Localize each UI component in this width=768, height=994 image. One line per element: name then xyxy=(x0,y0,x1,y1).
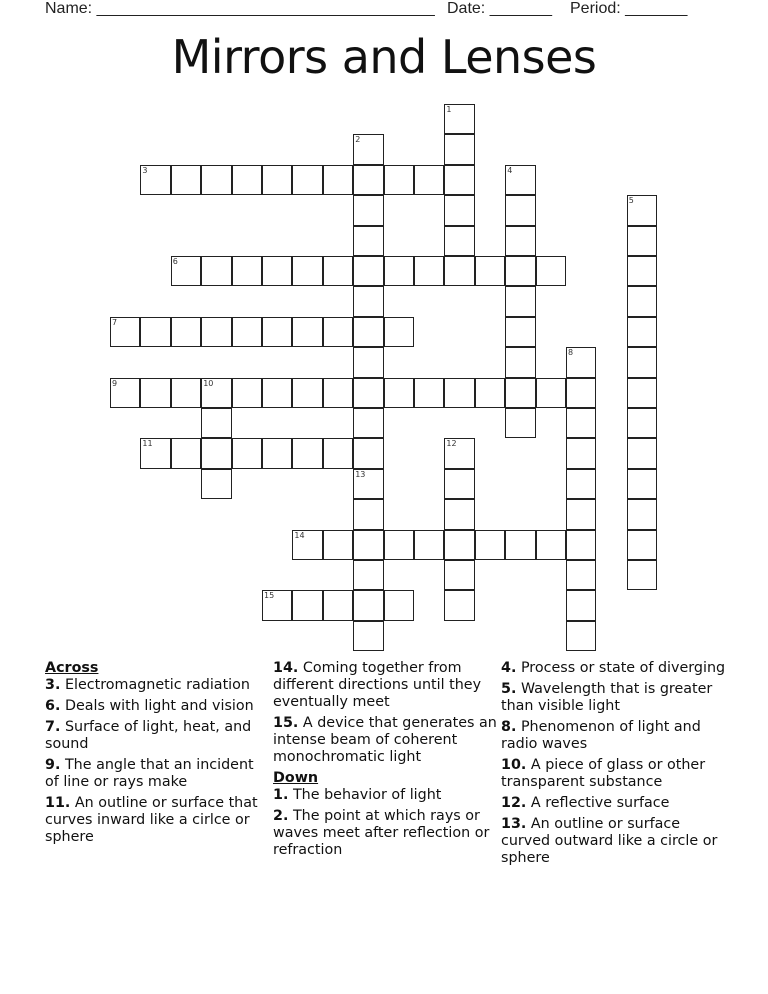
grid-cell[interactable] xyxy=(171,378,201,408)
clues-column-3 xyxy=(501,660,726,871)
grid-cell[interactable] xyxy=(262,438,292,468)
clue-text: A device that generates an intense beam of coherent monochromatic light xyxy=(273,715,497,765)
grid-cell[interactable] xyxy=(353,347,383,377)
cell-number: 3 xyxy=(142,165,148,175)
grid-cell[interactable] xyxy=(323,530,353,560)
grid-cell[interactable] xyxy=(323,590,353,620)
clue-down-5 xyxy=(501,681,726,715)
grid-cell[interactable] xyxy=(353,621,383,651)
clue-text: Electromagnetic radiation xyxy=(64,677,250,693)
clue-down-13 xyxy=(501,816,726,867)
grid-cell[interactable] xyxy=(323,378,353,408)
grid-cell[interactable] xyxy=(384,256,414,286)
grid-cell[interactable] xyxy=(201,378,231,408)
grid-cell[interactable] xyxy=(384,530,414,560)
grid-cell[interactable] xyxy=(444,226,474,256)
grid-cell[interactable] xyxy=(384,378,414,408)
grid-cell[interactable] xyxy=(566,621,596,651)
grid-cell[interactable] xyxy=(414,378,444,408)
page-title: Mirrors and Lenses xyxy=(171,30,597,84)
grid-cell[interactable] xyxy=(505,347,535,377)
grid-cell[interactable] xyxy=(627,195,657,225)
grid-cell[interactable] xyxy=(353,317,383,347)
clue-text: A reflective surface xyxy=(530,795,670,811)
cell-number: 5 xyxy=(628,196,634,206)
grid-cell[interactable] xyxy=(566,378,596,408)
grid-cell[interactable] xyxy=(201,408,231,438)
across-heading: Across xyxy=(45,660,99,676)
grid-cell[interactable] xyxy=(414,165,444,195)
grid-cell[interactable] xyxy=(444,165,474,195)
grid-cell[interactable] xyxy=(444,438,474,468)
down-heading: Down xyxy=(273,770,319,786)
grid-cell[interactable] xyxy=(505,286,535,316)
grid-cell[interactable] xyxy=(353,378,383,408)
cell-number: 10 xyxy=(203,378,214,388)
clue-number: 13. xyxy=(501,816,527,832)
grid-cell[interactable] xyxy=(627,256,657,286)
grid-cell[interactable] xyxy=(140,317,170,347)
clue-down-1 xyxy=(273,787,498,804)
grid-cell[interactable] xyxy=(262,378,292,408)
date-field[interactable]: Date: _______ xyxy=(447,0,552,17)
cell-number: 6 xyxy=(172,257,178,266)
grid-cell[interactable] xyxy=(505,408,535,438)
cell-number: 15 xyxy=(264,591,275,601)
grid-cell[interactable] xyxy=(232,256,262,286)
grid-cell[interactable] xyxy=(444,560,474,590)
grid-cell[interactable] xyxy=(353,286,383,316)
grid-cell[interactable] xyxy=(262,165,292,195)
grid-cell[interactable] xyxy=(505,317,535,347)
grid-cell[interactable] xyxy=(110,378,140,408)
clue-number: 4. xyxy=(501,660,517,676)
grid-cell[interactable] xyxy=(323,256,353,286)
grid-cell[interactable] xyxy=(353,165,383,195)
grid-cell[interactable] xyxy=(627,560,657,590)
grid-cell[interactable] xyxy=(505,256,535,286)
grid-cell[interactable] xyxy=(444,134,474,164)
grid-cell[interactable] xyxy=(627,286,657,316)
clue-text: Coming together from different directions until they eventually meet xyxy=(273,660,482,710)
grid-cell[interactable] xyxy=(323,438,353,468)
grid-cell[interactable] xyxy=(232,378,262,408)
grid-cell[interactable] xyxy=(353,226,383,256)
clue-text: The angle that an incident of line or rays make xyxy=(45,757,254,790)
grid-cell[interactable] xyxy=(475,256,505,286)
clue-text: The point at which rays or waves meet after reflection or refraction xyxy=(273,808,490,858)
grid-cell[interactable] xyxy=(566,438,596,468)
grid-cell[interactable] xyxy=(292,317,322,347)
grid-cell[interactable] xyxy=(444,499,474,529)
clue-text: Wavelength that is greater than visible light xyxy=(501,681,713,714)
grid-cell[interactable] xyxy=(627,347,657,377)
grid-cell[interactable] xyxy=(414,256,444,286)
grid-cell[interactable] xyxy=(353,560,383,590)
clue-number: 11. xyxy=(45,795,71,811)
grid-cell[interactable] xyxy=(171,438,201,468)
grid-cell[interactable] xyxy=(444,256,474,286)
clue-across-9 xyxy=(45,757,270,791)
clue-text: Phenomenon of light and radio waves xyxy=(501,719,701,752)
clue-number: 15. xyxy=(273,715,299,731)
grid-cell[interactable] xyxy=(566,469,596,499)
clue-number: 8. xyxy=(501,719,517,735)
cell-number: 14 xyxy=(294,530,305,540)
grid-cell[interactable] xyxy=(353,499,383,529)
grid-cell[interactable] xyxy=(444,530,474,560)
grid-cell[interactable] xyxy=(444,195,474,225)
grid-cell[interactable] xyxy=(627,378,657,408)
cell-number: 2 xyxy=(355,135,361,145)
grid-cell[interactable] xyxy=(566,347,596,377)
clue-down-4 xyxy=(501,660,726,677)
grid-cell[interactable] xyxy=(566,408,596,438)
grid-cell[interactable] xyxy=(505,378,535,408)
grid-cell[interactable] xyxy=(414,530,444,560)
clue-down-2 xyxy=(273,808,498,859)
grid-cell[interactable] xyxy=(627,438,657,468)
clue-number: 10. xyxy=(501,757,527,773)
clue-across-11 xyxy=(45,795,270,846)
cell-number: 8 xyxy=(568,348,574,358)
grid-cell[interactable] xyxy=(384,165,414,195)
cell-number: 9 xyxy=(112,378,118,388)
clue-text: Surface of light, heat, and sound xyxy=(45,719,252,752)
grid-cell[interactable] xyxy=(444,469,474,499)
grid-cell[interactable] xyxy=(171,165,201,195)
grid-cell[interactable] xyxy=(292,165,322,195)
clue-across-6 xyxy=(45,698,270,715)
grid-cell[interactable] xyxy=(475,530,505,560)
grid-cell[interactable] xyxy=(384,590,414,620)
cell-number: 11 xyxy=(142,439,153,449)
grid-cell[interactable] xyxy=(292,378,322,408)
grid-cell[interactable] xyxy=(566,590,596,620)
clue-number: 2. xyxy=(273,808,289,824)
clue-across-15 xyxy=(273,715,498,766)
grid-cell[interactable] xyxy=(353,530,383,560)
grid-cell[interactable] xyxy=(262,317,292,347)
clue-number: 5. xyxy=(501,681,517,697)
grid-cell[interactable] xyxy=(505,195,535,225)
cell-number: 13 xyxy=(355,469,366,479)
grid-cell[interactable] xyxy=(171,256,201,286)
grid-cell[interactable] xyxy=(292,590,322,620)
grid-cell[interactable] xyxy=(475,378,505,408)
grid-cell[interactable] xyxy=(140,165,170,195)
grid-cell[interactable] xyxy=(140,438,170,468)
grid-cell[interactable] xyxy=(566,530,596,560)
clue-number: 9. xyxy=(45,757,61,773)
grid-cell[interactable] xyxy=(505,226,535,256)
clue-across-3 xyxy=(45,677,270,694)
grid-cell[interactable] xyxy=(536,530,566,560)
grid-cell[interactable] xyxy=(232,165,262,195)
name-field[interactable]: Name: ______________________________________ xyxy=(45,0,435,17)
cell-number: 1 xyxy=(446,105,452,114)
grid-cell[interactable] xyxy=(262,590,292,620)
grid-cell[interactable] xyxy=(232,317,262,347)
grid-cell[interactable] xyxy=(627,530,657,560)
grid-cell[interactable] xyxy=(171,317,201,347)
clue-text: Deals with light and vision xyxy=(64,698,254,714)
grid-cell[interactable] xyxy=(444,104,474,134)
grid-cell[interactable] xyxy=(262,256,292,286)
grid-cell[interactable] xyxy=(140,378,170,408)
grid-cell[interactable] xyxy=(505,165,535,195)
clue-down-8 xyxy=(501,719,726,753)
clue-text: Process or state of diverging xyxy=(520,660,726,676)
clue-number: 1. xyxy=(273,787,289,803)
grid-cell[interactable] xyxy=(323,165,353,195)
clue-text: A piece of glass or other transparent substance xyxy=(501,757,706,790)
period-field[interactable]: Period: _______ xyxy=(570,0,688,17)
cell-number: 4 xyxy=(507,165,513,175)
grid-cell[interactable] xyxy=(536,256,566,286)
clue-text: The behavior of light xyxy=(292,787,442,803)
grid-cell[interactable] xyxy=(110,317,140,347)
clue-down-12 xyxy=(501,795,726,812)
grid-cell[interactable] xyxy=(353,134,383,164)
grid-cell[interactable] xyxy=(353,469,383,499)
grid-cell[interactable] xyxy=(201,165,231,195)
grid-cell[interactable] xyxy=(536,378,566,408)
grid-cell[interactable] xyxy=(566,499,596,529)
grid-cell[interactable] xyxy=(444,378,474,408)
clues-column-2 xyxy=(273,660,498,863)
grid-cell[interactable] xyxy=(292,256,322,286)
clue-number: 14. xyxy=(273,660,299,676)
grid-cell[interactable] xyxy=(627,499,657,529)
grid-cell[interactable] xyxy=(201,438,231,468)
grid-cell[interactable] xyxy=(627,408,657,438)
grid-cell[interactable] xyxy=(201,256,231,286)
clue-number: 7. xyxy=(45,719,61,735)
clue-number: 12. xyxy=(501,795,527,811)
grid-cell[interactable] xyxy=(201,469,231,499)
clue-number: 3. xyxy=(45,677,61,693)
clue-text: An outline or surface curved outward like a circle or sphere xyxy=(501,816,718,866)
grid-cell[interactable] xyxy=(627,469,657,499)
clue-across-7 xyxy=(45,719,270,753)
grid-cell[interactable] xyxy=(201,317,231,347)
clues-column-1 xyxy=(45,660,270,850)
grid-cell[interactable] xyxy=(566,560,596,590)
clue-down-10 xyxy=(501,757,726,791)
clue-text: An outline or surface that curves inward like a cirlce or sphere xyxy=(45,795,258,845)
grid-cell[interactable] xyxy=(232,438,262,468)
grid-cell[interactable] xyxy=(353,438,383,468)
grid-cell[interactable] xyxy=(353,195,383,225)
grid-cell[interactable] xyxy=(627,317,657,347)
grid-cell[interactable] xyxy=(384,317,414,347)
cell-number: 12 xyxy=(446,439,457,449)
grid-cell[interactable] xyxy=(292,530,322,560)
grid-cell[interactable] xyxy=(292,438,322,468)
grid-cell[interactable] xyxy=(505,530,535,560)
grid-cell[interactable] xyxy=(444,590,474,620)
grid-cell[interactable] xyxy=(323,317,353,347)
grid-cell[interactable] xyxy=(353,408,383,438)
cell-number: 7 xyxy=(112,317,118,327)
grid-cell[interactable] xyxy=(353,256,383,286)
grid-cell[interactable] xyxy=(627,226,657,256)
clue-number: 6. xyxy=(45,698,61,714)
grid-cell[interactable] xyxy=(353,590,383,620)
clue-across-14 xyxy=(273,660,498,711)
